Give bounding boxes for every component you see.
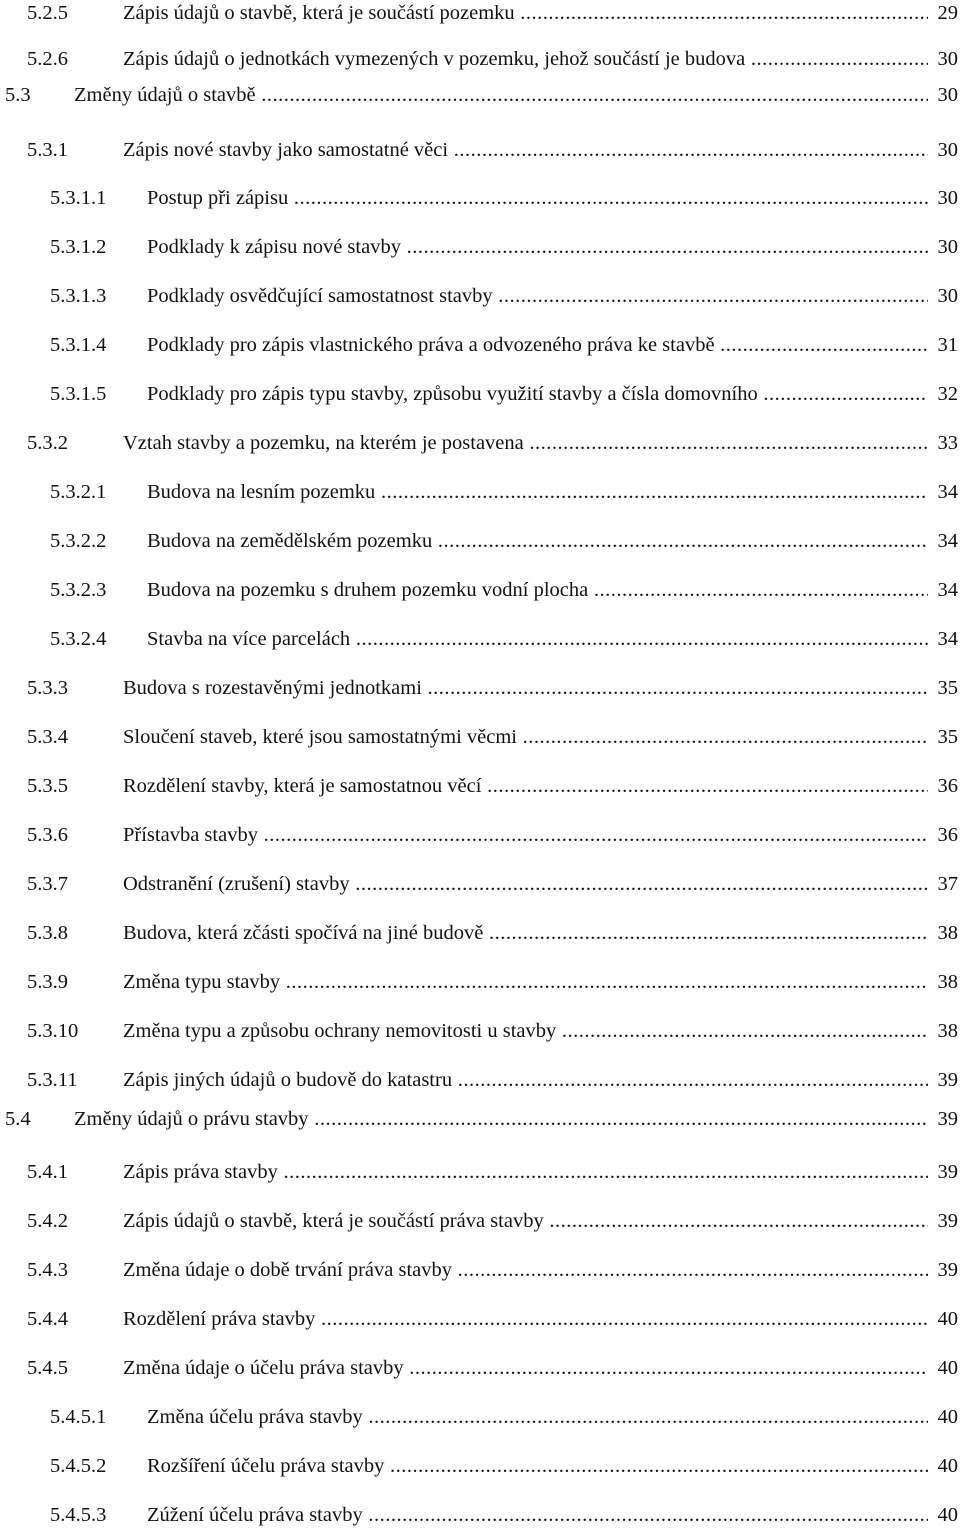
toc-page-number: 33 [937,432,958,454]
toc-title: Změna účelu práva stavby [147,1406,363,1428]
toc-page-number: 30 [937,84,958,106]
toc-page-number: 38 [937,971,958,993]
toc-title: Budova na pozemku s druhem pozemku vodní plocha [147,579,589,601]
toc-entry-5-3-1-1[interactable] [0,185,960,211]
toc-title: Změna údaje o účelu práva stavby [123,1357,404,1379]
toc-page-number: 34 [937,579,958,601]
toc-page-number: 30 [937,139,958,161]
toc-title: Změna typu stavby [123,971,281,993]
toc-entry-5-3-1[interactable] [0,137,960,163]
toc-number: 5.3.1.4 [50,334,107,356]
toc-entry-5-2-6[interactable] [0,46,960,72]
toc-title: Podklady pro zápis typu stavby, způsobu využití stavby a čísla domovního [147,383,758,405]
toc-title: Změna údaje o době trvání práva stavby [123,1259,453,1281]
toc-title: Rozdělení práva stavby [123,1308,316,1330]
toc-number: 5.3.6 [27,824,68,846]
toc-number: 5.4.5.2 [50,1455,107,1477]
toc-page-number: 34 [937,628,958,650]
toc-entry-5-3-2[interactable] [0,430,960,456]
toc-entry-5-3-5[interactable] [0,773,960,799]
toc-entry-5-3-3[interactable] [0,675,960,701]
toc-title: Budova na lesním pozemku [147,481,376,503]
toc-page-number: 35 [937,726,958,748]
toc-title: Podklady pro zápis vlastnického práva a odvozeného práva ke stavbě [147,334,715,356]
toc-page-number: 30 [937,187,958,209]
toc-number: 5.3.1 [27,139,68,161]
toc-number: 5.3.1.1 [50,187,107,209]
toc-title: Změny údajů o stavbě [74,84,256,106]
toc-entry-5-4-5[interactable] [0,1355,960,1381]
toc-page-number: 39 [937,1069,958,1091]
toc-number: 5.3.7 [27,873,68,895]
toc-number: 5.4.5 [27,1357,68,1379]
toc-number: 5.3.2.2 [50,530,107,552]
toc-page-number: 32 [937,383,958,405]
toc-title: Rozšíření účelu práva stavby [147,1455,385,1477]
toc-page-number: 39 [937,1259,958,1281]
toc-number: 5.3.1.5 [50,383,107,405]
toc-number: 5.2.6 [27,48,68,70]
toc-title: Rozdělení stavby, která je samostatnou věcí [123,775,482,797]
toc-title: Zápis údajů o stavbě, která je součástí práva stavby [123,1210,544,1232]
toc-title: Odstranění (zrušení) stavby [123,873,350,895]
toc-page-number: 39 [937,1108,958,1130]
toc-title: Zápis jiných údajů o budově do katastru [123,1069,453,1091]
toc-title: Změna typu a způsobu ochrany nemovitosti u stavby [123,1020,557,1042]
toc-entry-5-4-3[interactable] [0,1257,960,1283]
toc-number: 5.3.10 [27,1020,79,1042]
toc-entry-5-4-1[interactable] [0,1159,960,1185]
toc-number: 5.4.3 [27,1259,68,1281]
toc-title: Budova na zemědělském pozemku [147,530,433,552]
toc-number: 5.3.8 [27,922,68,944]
toc-page-number: 30 [937,48,958,70]
toc-page-number: 34 [937,530,958,552]
toc-page-number: 40 [937,1455,958,1477]
toc-entry-5-3-1-4[interactable] [0,332,960,358]
toc-entry-5-3-8[interactable] [0,920,960,946]
toc-number: 5.3.2.1 [50,481,107,503]
toc-page-number: 29 [937,2,958,24]
toc-entry-5-4-5-3[interactable] [0,1502,960,1528]
toc-title: Budova, která zčásti spočívá na jiné budově [123,922,484,944]
toc-page-number: 31 [937,334,958,356]
toc-page-number: 37 [937,873,958,895]
toc-entry-5-4[interactable] [0,1106,960,1132]
toc-title: Zápis práva stavby [123,1161,278,1183]
toc-number: 5.4.5.1 [50,1406,107,1428]
toc-entry-5-3-11[interactable] [0,1067,960,1093]
toc-page-number: 36 [937,824,958,846]
toc-title: Změny údajů o právu stavby [74,1108,309,1130]
toc-number: 5.4.2 [27,1210,68,1232]
toc-title: Zúžení účelu práva stavby [147,1504,363,1526]
toc-page-number: 39 [937,1210,958,1232]
toc-number: 5.4.1 [27,1161,68,1183]
toc-number: 5.4.5.3 [50,1504,107,1526]
toc-entry-5-3-2-4[interactable] [0,626,960,652]
toc-page-number: 34 [937,481,958,503]
toc-page-number: 39 [937,1161,958,1183]
toc-title: Zápis nové stavby jako samostatné věci [123,139,449,161]
toc-title: Budova s rozestavěnými jednotkami [123,677,422,699]
toc-entry-5-3-2-3[interactable] [0,577,960,603]
toc-entry-5-3-6[interactable] [0,822,960,848]
toc-title: Stavba na více parcelách [147,628,351,650]
toc-number: 5.3.3 [27,677,68,699]
toc-entry-5-4-5-2[interactable] [0,1453,960,1479]
toc-entry-5-3-9[interactable] [0,969,960,995]
toc-title: Sloučení staveb, které jsou samostatnými věcmi [123,726,517,748]
toc-number: 5.3.1.3 [50,285,107,307]
toc-number: 5.3.4 [27,726,68,748]
toc-page-number: 40 [937,1357,958,1379]
toc-page-number: 40 [937,1406,958,1428]
toc-title: Přístavba stavby [123,824,258,846]
toc-entry-5-4-4[interactable] [0,1306,960,1332]
toc-number: 5.2.5 [27,2,68,24]
toc-entry-5-4-5-1[interactable] [0,1404,960,1430]
toc-title: Zápis údajů o jednotkách vymezených v pozemku, jehož součástí je budova [123,48,746,70]
toc-title: Podklady osvědčující samostatnost stavby [147,285,493,307]
toc-number: 5.3.11 [27,1069,78,1091]
toc-entry-5-3-4[interactable] [0,724,960,750]
toc-entry-5-3-1-3[interactable] [0,283,960,309]
toc-entry-5-3[interactable] [0,82,960,108]
toc-number: 5.4 [5,1108,31,1130]
toc-entry-5-2-5[interactable] [0,0,960,26]
toc-title: Vztah stavby a pozemku, na kterém je postavena [123,432,524,454]
toc-number: 5.3.9 [27,971,68,993]
toc-page-number: 38 [937,922,958,944]
toc-entry-5-3-1-2[interactable] [0,234,960,260]
toc-page-number: 35 [937,677,958,699]
toc-entry-5-3-1-5[interactable] [0,381,960,407]
toc-page-number: 30 [937,236,958,258]
toc-number: 5.3.2 [27,432,68,454]
toc-entry-5-3-2-2[interactable] [0,528,960,554]
toc-entry-5-3-2-1[interactable] [0,479,960,505]
toc-page-number: 38 [937,1020,958,1042]
toc-entry-5-4-2[interactable] [0,1208,960,1234]
toc-number: 5.3.2.3 [50,579,107,601]
toc-page-number: 30 [937,285,958,307]
toc-title: Postup při zápisu [147,187,289,209]
toc-title: Podklady k zápisu nové stavby [147,236,401,258]
toc-page-number: 36 [937,775,958,797]
toc-number: 5.3.5 [27,775,68,797]
toc-title: Zápis údajů o stavbě, která je součástí pozemku [123,2,515,24]
toc-entry-5-3-10[interactable] [0,1018,960,1044]
toc-page-number: 40 [937,1308,958,1330]
toc-number: 5.3.1.2 [50,236,107,258]
toc-number: 5.3 [5,84,31,106]
toc-page-number: 40 [937,1504,958,1526]
toc-number: 5.3.2.4 [50,628,107,650]
toc-number: 5.4.4 [27,1308,68,1330]
toc-entry-5-3-7[interactable] [0,871,960,897]
